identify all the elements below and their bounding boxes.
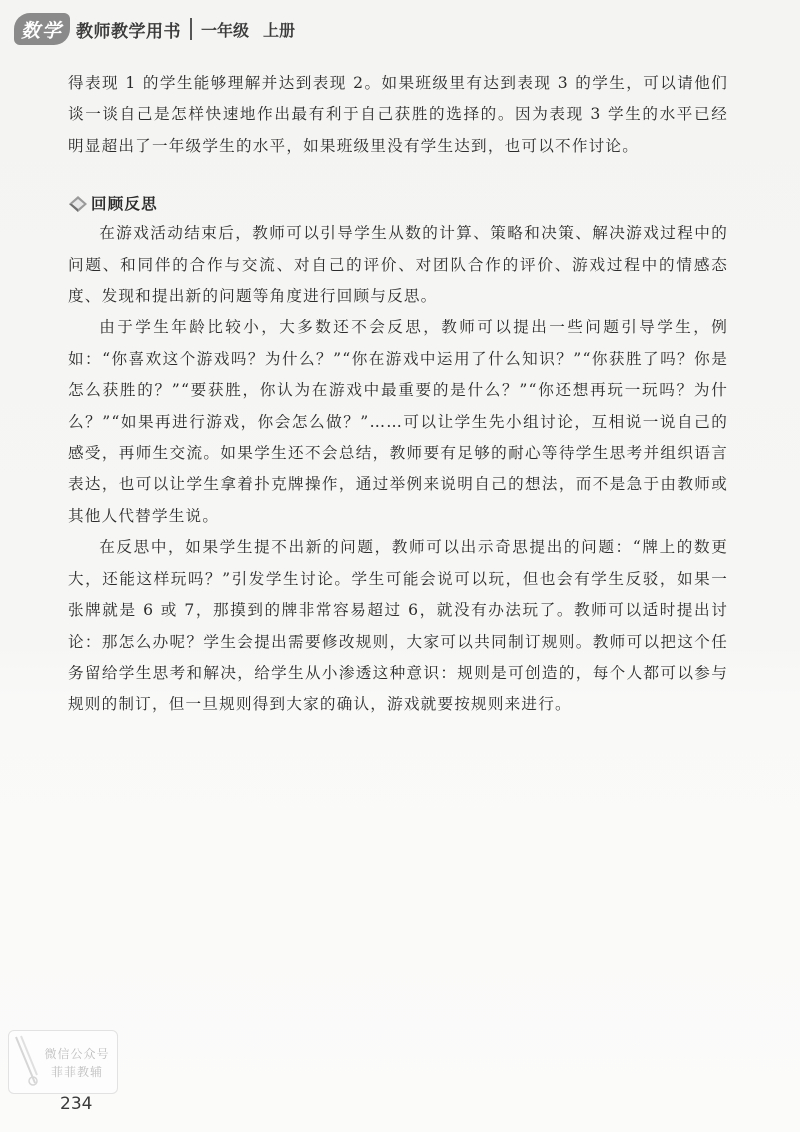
page-number: 234 (60, 1094, 93, 1114)
watermark-line-2: 菲菲教辅 (50, 1065, 103, 1079)
paragraph-3: 在反思中，如果学生提不出新的问题，教师可以出示奇思提出的问题：“牌上的数更大，还能这样玩吗？”引发学生讨论。学生可能会说可以玩，但也会有学生反驳，如果一张牌就是 6 或 7，那摸到的牌非常容易超过 6，就没有办法玩了。教师可以适时提出讨论：那怎么办呢？学生会提出需要修改规则，大家可以共同制订规则。教师可以把这个任务留给学生思考和解决，给学生从小渗透这种意识：规则是可创造的，每个人都可以参与规则的制订，但一旦规则得到大家的确认，游戏就要按规则来进行。 (68, 538, 728, 714)
subject-badge: 数学 (14, 13, 70, 45)
header-divider (190, 18, 192, 40)
intro-paragraph: 得表现 1 的学生能够理解并达到表现 2。如果班级里有达到表现 3 的学生，可以请他们谈一谈自己是怎样快速地作出最有利于自己获胜的选择的。因为表现 3 学生的水平已经明显超出了一年级学生的水平，如果班级里没有学生达到，也可以不作讨论。 (68, 74, 728, 155)
watermark (8, 1030, 118, 1094)
diamond-bullet-icon (68, 195, 88, 213)
volume-label: 上册 (263, 20, 296, 40)
section-title: 回顾反思 (91, 194, 158, 213)
body-text (68, 68, 728, 721)
pencil-icon (13, 1033, 39, 1089)
grade-label: 一年级 (201, 20, 250, 40)
book-title: 教师教学用书 (76, 21, 181, 42)
paragraph-2: 由于学生年龄比较小，大多数还不会反思，教师可以提出一些问题引导学生，例如：“你喜欢这个游戏吗？为什么？”“你在游戏中运用了什么知识？”“你获胜了吗？你是怎么获胜的？”“要获胜，你认为在游戏中最重要的是什么？”“你还想再玩一玩吗？为什么？”“如果再进行游戏，你会怎么做？”……可以让学生先小组讨论，互相说一说自己的感受，再师生交流。如果学生还不会总结，教师要有足够的耐心等待学生思考并组织语言表达，也可以让学生拿着扑克牌操作，通过举例来说明自己的想法，而不是急于由教师或其他人代替学生说。 (68, 318, 728, 525)
watermark-line-1: 微信公众号 (44, 1047, 110, 1061)
paragraph-1: 在游戏活动结束后，教师可以引导学生从数的计算、策略和决策、解决游戏过程中的问题、和同伴的合作与交流、对自己的评价、对团队合作的评价、游戏过程中的情感态度、发现和提出新的问题等角度进行回顾与反思。 (68, 224, 728, 306)
running-header (14, 12, 295, 46)
section-heading (68, 190, 728, 218)
